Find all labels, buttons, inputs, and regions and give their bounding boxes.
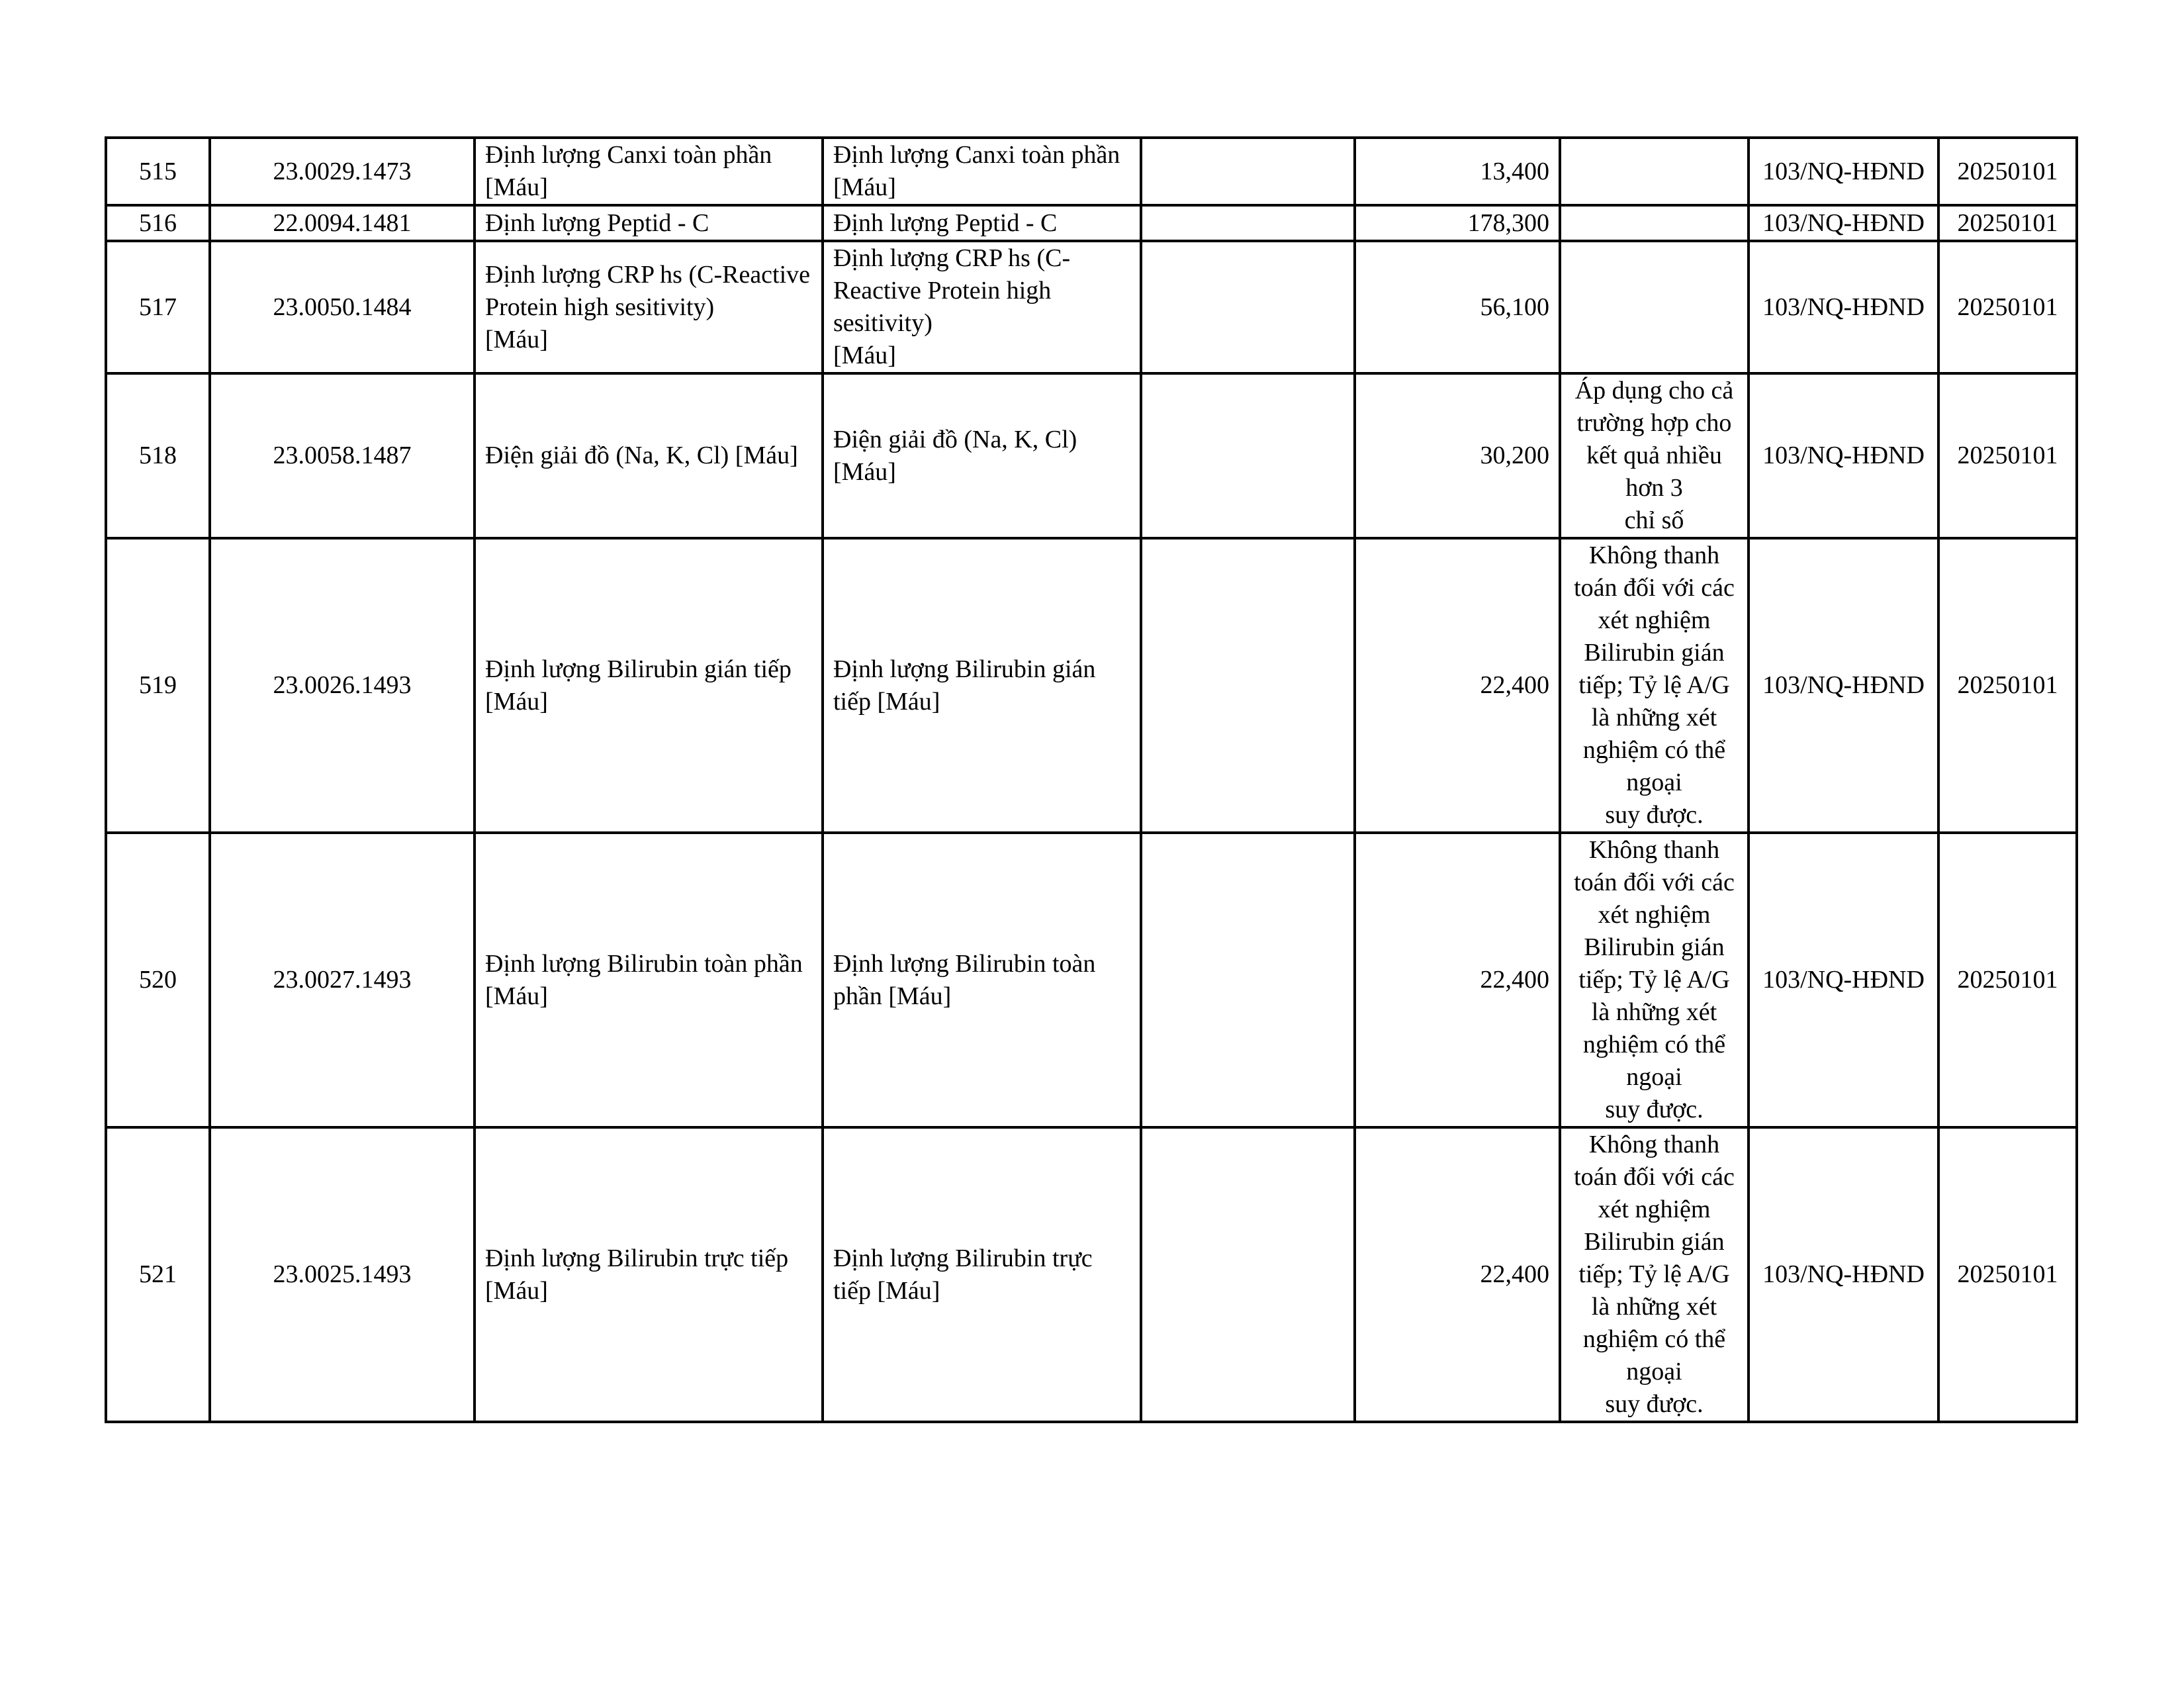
price-cell: 178,300 [1355,205,1560,241]
service-code: 22.0094.1481 [210,205,475,241]
row-number: 519 [106,538,210,833]
note-cell: Áp dụng cho cả trường hợp cho kết quả nhiều hơn 3 chỉ số [1560,373,1749,538]
row-number: 520 [106,833,210,1127]
service-code: 23.0029.1473 [210,138,475,205]
table-row [106,205,2077,241]
service-name-alt: Định lượng Bilirubin toàn phần [Máu] [823,833,1141,1127]
effective-date-cell: 20250101 [1938,373,2077,538]
decree-cell: 103/NQ-HĐND [1749,538,1938,833]
service-code: 23.0058.1487 [210,373,475,538]
service-code: 23.0027.1493 [210,833,475,1127]
empty-cell [1141,138,1355,205]
price-cell: 22,400 [1355,1127,1560,1422]
note-cell: Không thanh toán đối với các xét nghiệm Bilirubin gián tiếp; Tỷ lệ A/G là những xét nghiệm có thể ngoại suy được. [1560,538,1749,833]
service-name: Định lượng CRP hs (C-Reactive Protein high sesitivity) [Máu] [475,241,823,373]
row-number: 521 [106,1127,210,1422]
service-name: Định lượng Peptid - C [475,205,823,241]
service-code: 23.0026.1493 [210,538,475,833]
service-name-alt: Định lượng Canxi toàn phần [Máu] [823,138,1141,205]
service-name: Định lượng Bilirubin trực tiếp [Máu] [475,1127,823,1422]
note-cell: Không thanh toán đối với các xét nghiệm Bilirubin gián tiếp; Tỷ lệ A/G là những xét nghiệm có thể ngoại suy được. [1560,833,1749,1127]
note-cell: Không thanh toán đối với các xét nghiệm Bilirubin gián tiếp; Tỷ lệ A/G là những xét nghiệm có thể ngoại suy được. [1560,1127,1749,1422]
empty-cell [1141,241,1355,373]
service-code: 23.0025.1493 [210,1127,475,1422]
decree-cell: 103/NQ-HĐND [1749,138,1938,205]
service-name-alt: Định lượng CRP hs (C- Reactive Protein high sesitivity) [Máu] [823,241,1141,373]
price-cell: 13,400 [1355,138,1560,205]
row-number: 518 [106,373,210,538]
row-number: 517 [106,241,210,373]
decree-cell: 103/NQ-HĐND [1749,205,1938,241]
price-cell: 56,100 [1355,241,1560,373]
service-name-alt: Điện giải đồ (Na, K, Cl) [Máu] [823,373,1141,538]
table-row [106,833,2077,1127]
price-cell: 22,400 [1355,538,1560,833]
table-row [106,138,2077,205]
effective-date-cell: 20250101 [1938,538,2077,833]
note-cell [1560,241,1749,373]
decree-cell: 103/NQ-HĐND [1749,241,1938,373]
decree-cell: 103/NQ-HĐND [1749,833,1938,1127]
service-name: Định lượng Bilirubin toàn phần [Máu] [475,833,823,1127]
note-cell [1560,205,1749,241]
empty-cell [1141,373,1355,538]
note-cell [1560,138,1749,205]
price-cell: 22,400 [1355,833,1560,1127]
table-row [106,1127,2077,1422]
decree-cell: 103/NQ-HĐND [1749,373,1938,538]
decree-cell: 103/NQ-HĐND [1749,1127,1938,1422]
row-number: 516 [106,205,210,241]
service-code: 23.0050.1484 [210,241,475,373]
service-name: Định lượng Bilirubin gián tiếp [Máu] [475,538,823,833]
price-cell: 30,200 [1355,373,1560,538]
row-number: 515 [106,138,210,205]
empty-cell [1141,833,1355,1127]
service-name: Điện giải đồ (Na, K, Cl) [Máu] [475,373,823,538]
table-row [106,373,2077,538]
effective-date-cell: 20250101 [1938,138,2077,205]
table-row [106,538,2077,833]
effective-date-cell: 20250101 [1938,205,2077,241]
service-name-alt: Định lượng Bilirubin trực tiếp [Máu] [823,1127,1141,1422]
service-name-alt: Định lượng Peptid - C [823,205,1141,241]
service-name: Định lượng Canxi toàn phần [Máu] [475,138,823,205]
empty-cell [1141,1127,1355,1422]
price-table [105,136,2078,1423]
empty-cell [1141,538,1355,833]
effective-date-cell: 20250101 [1938,833,2077,1127]
table-row [106,241,2077,373]
effective-date-cell: 20250101 [1938,1127,2077,1422]
empty-cell [1141,205,1355,241]
service-name-alt: Định lượng Bilirubin gián tiếp [Máu] [823,538,1141,833]
effective-date-cell: 20250101 [1938,241,2077,373]
